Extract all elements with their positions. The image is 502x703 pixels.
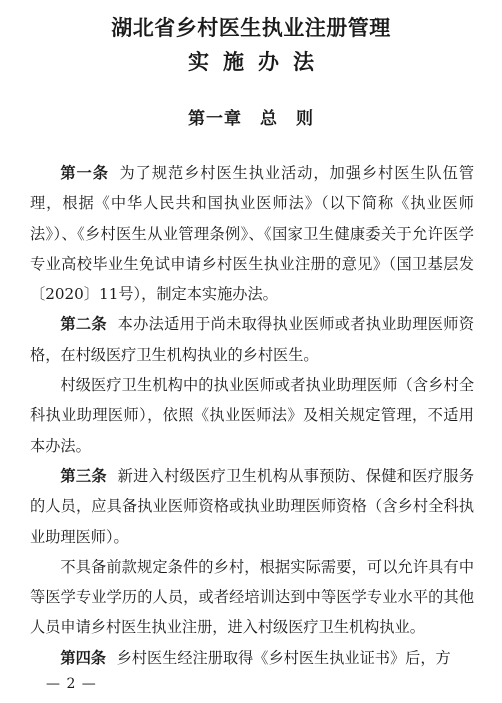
document-title-line1: 湖北省乡村医生执业注册管理 bbox=[111, 15, 391, 40]
paragraph-text: 不具备前款规定条件的乡村，根据实际需要，可以允许具有中等医学专业学历的人员，或者经培训达到中等医学专业水平的其他人员申请乡村医生执业注册，进入村级医疗卫生机构执业。 bbox=[30, 557, 474, 637]
article-label: 第三条 bbox=[60, 466, 107, 485]
paragraph-article-1 bbox=[30, 158, 474, 309]
paragraph-text: 为了规范乡村医生执业活动，加强乡村医生队伍管理，根据《中华人民共和国执业医师法》（以下简称《执业医师法》）、《乡村医生从业管理条例》、《国家卫生健康委关于允许医学专业高校毕业生免试申请乡村医生执业注册的意见》（国卫基层发〔2020〕11号），制定本实施办法。 bbox=[30, 164, 475, 304]
document-body bbox=[30, 158, 474, 673]
paragraph-article-3 bbox=[30, 461, 474, 552]
paragraph-text: 本办法适用于尚未取得执业医师或者执业助理医师资格，在村级医疗卫生机构执业的乡村医生。 bbox=[30, 315, 475, 364]
paragraph-text: 村级医疗卫生机构中的执业医师或者执业助理医师（含乡村全科执业助理医师），依照《执业医师法》及相关规定管理，不适用本办法。 bbox=[30, 376, 474, 455]
article-label: 第二条 bbox=[60, 315, 107, 334]
article-label: 第四条 bbox=[60, 648, 106, 667]
document-title-line2: 实施办法 bbox=[188, 49, 328, 74]
paragraph-article-3-sub bbox=[30, 552, 474, 643]
article-label: 第一条 bbox=[60, 164, 109, 182]
paragraph-text: 新进入村级医疗卫生机构从事预防、保健和医疗服务的人员，应具备执业医师资格或执业助理医师资格（含乡村全科执业助理医师）。 bbox=[30, 466, 475, 546]
chapter-heading: 第一章 总 则 bbox=[188, 109, 314, 129]
page-number: — 2 — bbox=[46, 676, 97, 692]
paragraph-article-2 bbox=[30, 309, 474, 370]
paragraph-article-4 bbox=[30, 643, 474, 673]
paragraph-article-2-sub bbox=[30, 370, 474, 461]
paragraph-text: 乡村医生经注册取得《乡村医生执业证书》后，方 bbox=[116, 648, 451, 667]
